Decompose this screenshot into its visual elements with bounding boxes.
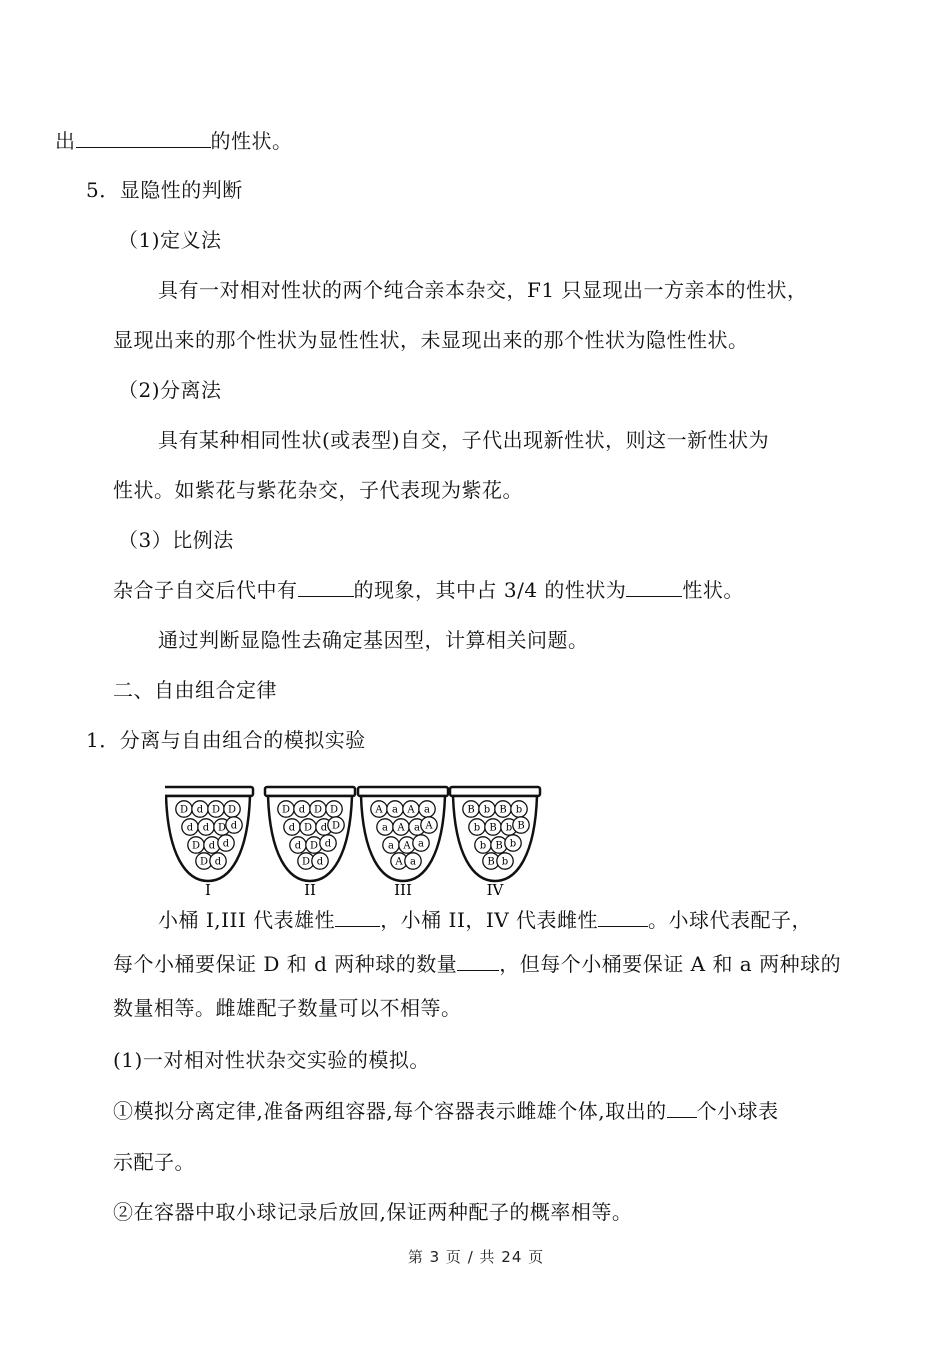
- ball-label: A: [397, 822, 405, 834]
- ball-label: b: [473, 822, 481, 834]
- blank-7[interactable]: [667, 1099, 697, 1118]
- ball-label: B: [467, 804, 475, 816]
- section-heading-2: 二、自由组合定律: [113, 678, 277, 702]
- paragraph-line: 每个小桶要保证 D 和 d 两种球的数量 ，但每个小桶要保证 A 和 a 两种球的: [113, 952, 842, 976]
- bucket-label: II: [304, 881, 316, 899]
- ball-label: d: [202, 822, 210, 834]
- paragraph-line: 性状。如紫花与紫花杂交，子代表现为紫花。: [113, 478, 523, 502]
- ball-label: b: [501, 856, 509, 868]
- ball-label: D: [199, 856, 209, 868]
- subheading-ratio-method: （3）比例法: [118, 528, 234, 552]
- bucket-III: [358, 787, 448, 899]
- ball-label: A: [403, 840, 411, 852]
- paragraph-line: 具有某种相同性状(或表型)自交，子代出现新性状，则这一新性状为: [158, 428, 770, 452]
- paragraph-line: 示配子。: [113, 1150, 195, 1174]
- ball-label: d: [230, 820, 238, 832]
- paragraph-line: ①模拟分离定律,准备两组容器,每个容器表示雌雄个体,取出的 个小球表: [113, 1099, 779, 1123]
- ball-label: B: [487, 856, 495, 868]
- ball-label: d: [294, 840, 302, 852]
- ball-label: d: [186, 822, 194, 834]
- paragraph-line-buckets: 小桶 I,III 代表雄性 ，小桶 II，IV 代表雌性 。小球代表配子，: [158, 908, 813, 932]
- blank-4[interactable]: [335, 908, 380, 927]
- blank-1[interactable]: [76, 129, 211, 148]
- page-footer: 第 3 页 / 共 24 页: [407, 1248, 545, 1266]
- ball-label: d: [196, 804, 204, 816]
- ball-label: d: [214, 856, 222, 868]
- ball-label: d: [320, 822, 328, 834]
- ball-label: d: [222, 838, 230, 850]
- ball-label: A: [425, 820, 433, 832]
- text-line-1: 出 的性状。: [55, 129, 293, 153]
- ball-label: b: [479, 840, 487, 852]
- paragraph-line: 通过判断显隐性去确定基因型，计算相关问题。: [158, 628, 589, 652]
- ball-label: a: [382, 822, 388, 834]
- paragraph-line: 显现出来的那个性状为显性性状，未显现出来的那个性状为隐性性状。: [113, 328, 749, 352]
- ball-label: D: [191, 840, 201, 852]
- subheading-definition-method: （1)定义法: [118, 228, 222, 252]
- ball-label: A: [395, 856, 403, 868]
- paragraph-line: ②在容器中取小球记录后放回,保证两种配子的概率相等。: [113, 1200, 633, 1224]
- bucket-figure: [165, 785, 585, 900]
- ball-label: B: [499, 804, 507, 816]
- ball-label: A: [375, 804, 383, 816]
- ball-label: d: [298, 804, 306, 816]
- ball-label: B: [489, 822, 497, 834]
- paragraph-line: 具有一对相对性状的两个纯合亲本杂交，F1 只显现出一方亲本的性状，: [158, 278, 808, 302]
- ball-label: b: [509, 838, 517, 850]
- ball-label: d: [316, 856, 324, 868]
- bucket-label: IV: [486, 881, 504, 899]
- ball-label: D: [281, 804, 291, 816]
- ball-label: D: [313, 804, 323, 816]
- blank-2[interactable]: [298, 578, 354, 597]
- blank-5[interactable]: [598, 908, 648, 927]
- ball-label: b: [505, 822, 513, 834]
- section-heading-5: 5．显隐性的判断: [86, 178, 243, 202]
- ball-label: B: [495, 840, 503, 852]
- ball-label: D: [211, 804, 221, 816]
- bucket-II: [265, 787, 355, 899]
- ball-label: D: [301, 856, 311, 868]
- ball-label: D: [179, 804, 189, 816]
- blank-3[interactable]: [626, 578, 682, 597]
- ball-label: a: [410, 856, 416, 868]
- ball-label: a: [414, 822, 420, 834]
- ball-label: B: [517, 820, 525, 832]
- ball-label: a: [418, 838, 424, 850]
- ball-label: a: [424, 804, 430, 816]
- paragraph-line: 数量相等。雌雄配子数量可以不相等。: [113, 996, 462, 1020]
- ball-label: D: [329, 804, 339, 816]
- bucket-IV: [450, 787, 540, 899]
- ball-label: d: [208, 840, 216, 852]
- ball-label: D: [309, 840, 319, 852]
- ball-label: D: [217, 822, 227, 834]
- ball-label: D: [303, 822, 313, 834]
- bucket-I: [165, 787, 253, 899]
- bucket-label: I: [205, 881, 211, 899]
- blank-6[interactable]: [457, 952, 499, 971]
- paragraph-line-ratio: 杂合子自交后代中有 的现象，其中占 3/4 的性状为 性状。: [113, 578, 744, 602]
- bucket-label: III: [394, 881, 412, 899]
- ball-label: a: [392, 804, 398, 816]
- ball-label: A: [407, 804, 415, 816]
- ball-label: d: [324, 838, 332, 850]
- ball-label: D: [227, 804, 237, 816]
- subheading-separation-method: （2)分离法: [118, 378, 222, 402]
- ball-label: b: [483, 804, 491, 816]
- ball-label: a: [388, 840, 394, 852]
- ball-label: d: [288, 822, 296, 834]
- ball-label: D: [331, 820, 341, 832]
- section-heading-2-1: 1．分离与自由组合的模拟实验: [86, 728, 366, 752]
- paragraph-line: (1)一对相对性状杂交实验的模拟。: [113, 1048, 430, 1072]
- ball-label: b: [515, 804, 523, 816]
